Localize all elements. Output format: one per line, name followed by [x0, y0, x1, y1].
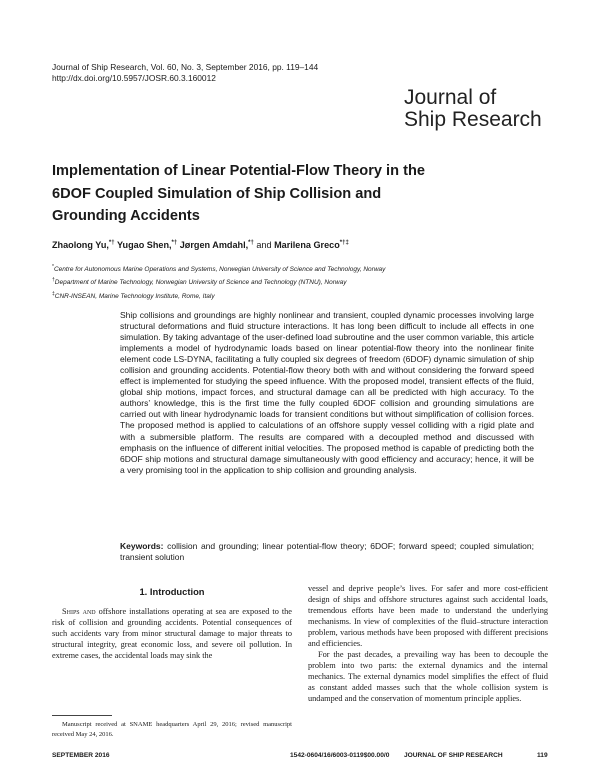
- author-affiliation-mark: *†: [171, 240, 178, 246]
- intro-paragraph: [52, 606, 292, 661]
- author-affiliation-mark: *†: [108, 240, 115, 246]
- page-number: 119: [537, 752, 548, 759]
- citation-block: [52, 62, 318, 84]
- title-line: Grounding Accidents: [52, 208, 200, 224]
- keywords-text: collision and grounding; linear potential-flow theory; 6DOF; forward speed; coupled simulation; transient solution: [120, 541, 534, 563]
- footer-journal: JOURNAL OF SHIP RESEARCH: [404, 752, 503, 759]
- author-name: Marilena Greco: [274, 240, 340, 251]
- journal-logo-line1: Journal of: [404, 86, 497, 109]
- body-paragraph: vessel and deprive people’s lives. For safer and more cost-efficient design of ships and offshore structures against such accidental loads, tremendous efforts have been made to understand the underlying mechanisms. In view of complexities of the fluid–structure interaction problem, various methods have been proposed with different precisions and efficiencies.: [308, 584, 548, 649]
- footnote-divider: [52, 715, 112, 716]
- affiliation-text: CNR-INSEAN, Marine Technology Institute, Rome, Italy: [54, 292, 215, 300]
- article-title: [52, 160, 472, 228]
- title-line: 6DOF Coupled Simulation of Ship Collision and: [52, 185, 382, 202]
- abstract: Ship collisions and groundings are highly nonlinear and transient, coupled dynamic processes involving large structural deformations and fluid structure interactions. It has long been difficult to include all effects in one simulation. By taking advantage of the user-defined load subroutine and the user common variable, this article implements a model of hydrodynamic loads based on linear potential-flow theory into the nonlinear finite element code LS-DYNA, facilitating a fully coupled six degrees of freedom (6DOF) dynamic simulation of ship collision and grounding accidents. Potential-flow theory both with and without considering the forward speed effect is implemented for studying the speed influence. With the proposed model, transient effects of the fluid, global ship motions, impact forces, and structural damage can all be predicted with high accuracy. To the authors’ knowledge, this is the first time the fully coupled 6DOF collision and grounding simulations are carried out with linear hydrodynamic loads for transient conditions but without simplification of collision forces. The proposed method is applied to calculations of an offshore supply vessel colliding with a rigid plate and with a submersible platform. The results are compared with a decoupled method and discussed with emphasis on the influence of different initial velocities. The proposed method is capable of predicting both the 6DOF ship motions and structural damage simultaneously with good efficiency and accuracy; hence, it will be a very promising tool in the application to ship collision and grounding analysis.: [120, 310, 534, 475]
- author-name: Zhaolong Yu,: [52, 240, 109, 251]
- affiliation-text: Department of Marine Technology, Norwegian University of Science and Technology (NTNU), Norway: [54, 279, 347, 287]
- intro-smallcaps: Ships and: [62, 607, 96, 616]
- affiliation-item: [52, 275, 385, 288]
- affiliation-text: Centre for Autonomous Marine Operations and Systems, Norwegian University of Science and Technology, Norway: [53, 266, 386, 274]
- author-name: Jørgen Amdahl,: [179, 240, 249, 251]
- journal-logo: [404, 87, 542, 131]
- right-column: [308, 583, 548, 705]
- keywords-label: Keywords:: [120, 541, 164, 551]
- body-paragraph: For the past decades, a prevailing way has been to decouple the problem into two parts: the external dynamics and the internal mechanics. The external dynamics model simplifies the effect of fluid as constant added masses such that the whole collision system is undamped and the conservation of momentum principle applies.: [308, 650, 548, 704]
- affiliation-mark: ‡: [52, 290, 55, 297]
- author-affiliation-mark: *†‡: [339, 240, 349, 246]
- affiliation-list: [52, 262, 385, 302]
- author-name: Yugao Shen,: [116, 240, 172, 251]
- footnote-text: Manuscript received at SNAME headquarters April 29, 2016; revised manuscript received May 24, 2016.: [52, 721, 292, 738]
- author-conjunction: and: [256, 240, 272, 251]
- footer-issn: 1542-0604/16/6003-0119$00.00/0: [290, 752, 390, 759]
- author-affiliation-mark: *†: [248, 240, 254, 246]
- author-list: [52, 240, 349, 250]
- footer-date: SEPTEMBER 2016: [52, 752, 110, 759]
- intro-text: offshore installations operating at sea are exposed to the risk of collision and grounding accidents. Potential consequences of such accidents vary from minor structural damage to major threats to structural integrity, great economic loss, and severe oil pollution. In extreme cases, the accidental loads may sink the: [52, 607, 292, 661]
- affiliation-item: [52, 262, 385, 275]
- affiliation-mark: †: [52, 277, 55, 284]
- section-heading: 1. Introduction: [139, 586, 205, 597]
- footnote: [52, 720, 292, 740]
- affiliation-item: [52, 289, 385, 302]
- citation-line: Journal of Ship Research, Vol. 60, No. 3, September 2016, pp. 119–144: [52, 62, 319, 72]
- title-line: Implementation of Linear Potential-Flow Theory in the: [52, 163, 425, 179]
- doi-link[interactable]: http://dx.doi.org/10.5957/JOSR.60.3.160012: [52, 73, 216, 83]
- affiliation-mark: *: [52, 264, 54, 270]
- keywords: [120, 541, 534, 563]
- journal-logo-line2: Ship Research: [404, 108, 542, 131]
